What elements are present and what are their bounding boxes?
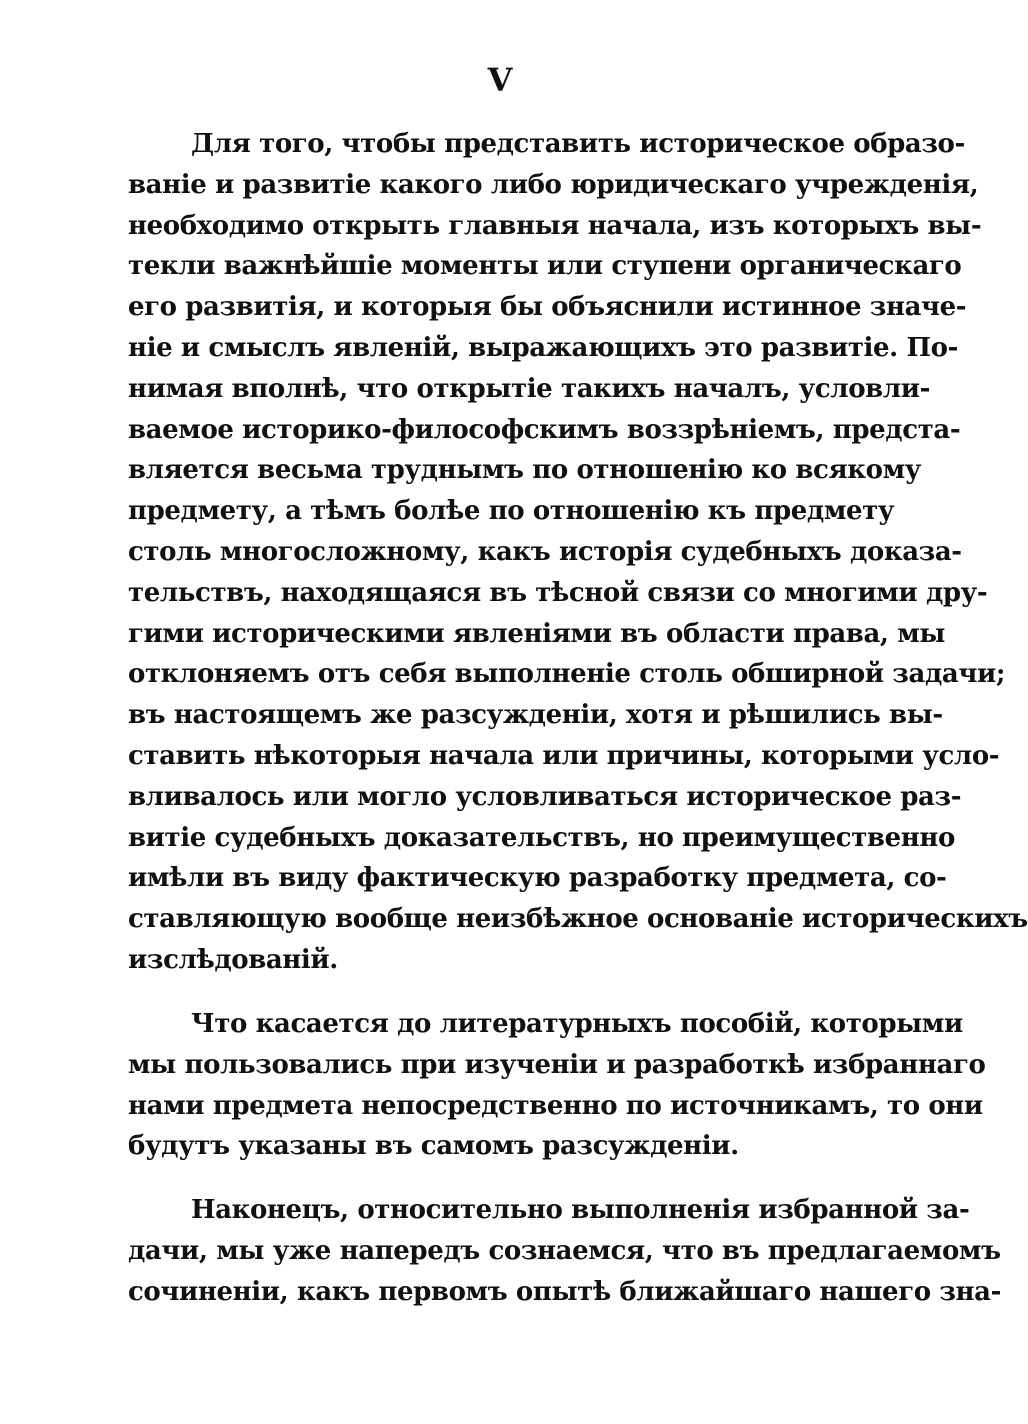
paragraph-1 (128, 124, 1028, 981)
text-line: Что касается до литературныхъ пособій, которыми (191, 1009, 963, 1039)
text-line: гими историческими явленіями въ области права, мы (128, 618, 946, 649)
text-line: нами предмета непосредственно по источникамъ, то они (128, 1090, 983, 1121)
text-line: вляется весьма труднымъ по отношенію ко всякому (128, 455, 922, 486)
text-line: Для того, чтобы представить историческое образо- (191, 129, 965, 159)
text-line: текли важнѣйшіе моменты или ступени органическаго (128, 251, 962, 282)
text-line: дачи, мы уже напередъ сознаемся, что въ предлагаемомъ (128, 1235, 1001, 1266)
text-line: нимая вполнѣ, что открытіе такихъ началъ, условли- (128, 373, 931, 404)
text-line: ваемое историко-философскимъ воззрѣніемъ, предста- (128, 414, 961, 445)
text-line: предмету, а тѣмъ болѣе по отношенію къ предмету (128, 496, 895, 527)
text-line: сочиненіи, какъ первомъ опытѣ ближайшаго нашего зна- (128, 1276, 1001, 1307)
text-line: ставить нѣкоторыя начала или причины, которыми усло- (128, 740, 1000, 771)
paragraph-2 (128, 1004, 986, 1167)
text-line: будутъ указаны въ самомъ разсужденіи. (128, 1131, 739, 1162)
text-line: ставляющую вообще неизбѣжное основаніе историческихъ (128, 904, 1028, 935)
text-line: имѣли въ виду фактическую разработку предмета, со- (128, 863, 947, 894)
text-line: тельствъ, находящаяся въ тѣсной связи со многими дру- (128, 577, 988, 608)
paragraph-3 (128, 1190, 1001, 1312)
text-line: необходимо открыть главныя начала, изъ которыхъ вы- (128, 210, 982, 241)
text-line: изслѣдованій. (128, 944, 338, 975)
text-line: отклоняемъ отъ себя выполненіе столь обширной задачи; (128, 659, 1006, 690)
text-line: мы пользовались при изученіи и разработкѣ избраннаго (128, 1049, 986, 1080)
text-line: вливалось или могло условливаться историческое раз- (128, 781, 962, 812)
text-line: Наконецъ, относительно выполненія избранной за- (191, 1195, 970, 1225)
text-line: столь многосложному, какъ исторія судебныхъ доказа- (128, 536, 962, 567)
text-line: въ настоящемъ же разсужденіи, хотя и рѣшились вы- (128, 700, 943, 731)
page-number: V (487, 61, 513, 99)
text-line: его развитія, и которыя бы объяснили истинное значе- (128, 292, 967, 323)
text-line: ніе и смыслъ явленій, выражающихъ это развитіе. По- (128, 332, 958, 363)
text-line: витіе судебныхъ доказательствъ, но преимущественно (128, 822, 955, 853)
text-line: ваніе и развитіе какого либо юридическаго учрежденія, (128, 169, 979, 200)
